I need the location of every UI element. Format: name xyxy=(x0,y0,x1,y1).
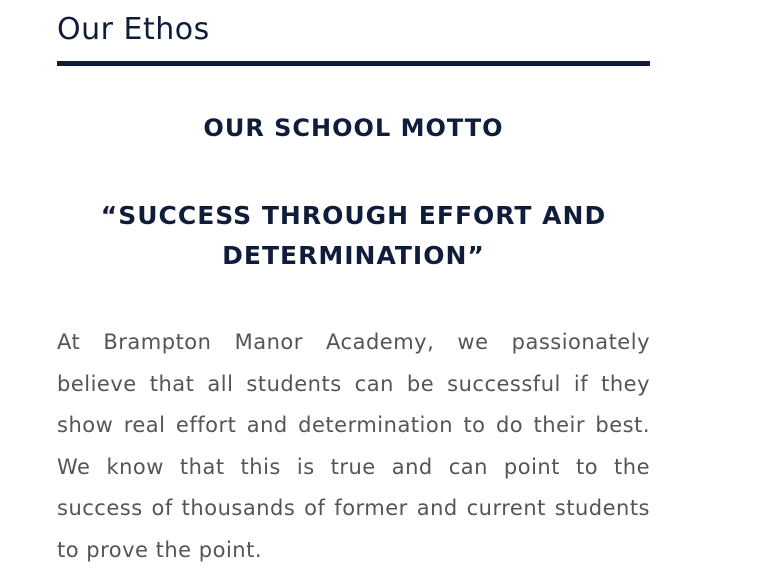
title-divider xyxy=(57,61,650,66)
motto-text: “SUCCESS THROUGH EFFORT AND DETERMINATION” xyxy=(100,201,607,270)
ethos-section xyxy=(57,0,650,571)
page-title: Our Ethos xyxy=(57,12,210,47)
ethos-paragraph: At Brampton Manor Academy, we passionately believe that all students can be successful if they show real effort and determination to do their best. We know that this is true and can point to the success of thousands of former and current students to prove the point. xyxy=(57,330,650,562)
motto-heading: OUR SCHOOL MOTTO xyxy=(203,114,504,142)
